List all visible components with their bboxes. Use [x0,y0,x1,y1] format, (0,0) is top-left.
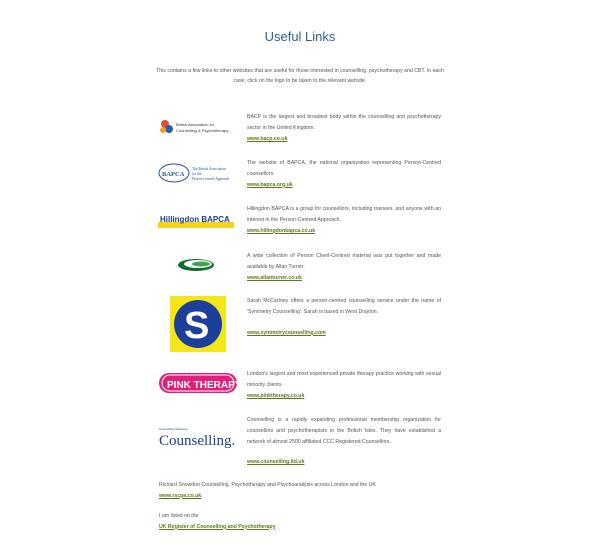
allanturner-link[interactable]: www.allanturner.co.uk [247,274,302,281]
bacp-description: BACP is the largest and broadest body within the counselling and psychotherapy sector in the United Kingdom. [247,114,441,131]
rscpa-text: Richard Snowdon Counselling, Psychotherapy and Psychoanalysis across London and the UK [159,482,376,488]
svg-text:Person-Centred Approach: Person-Centred Approach [192,177,230,181]
svg-text:Counselling & Psychotherapy: Counselling & Psychotherapy [176,128,229,133]
svg-text:S: S [184,305,210,347]
pinktherapy-description: London's largest and most experienced private therapy practice working with sexual minority clients. [247,371,441,388]
allanturner-logo[interactable] [176,255,216,275]
allanturner-description: A wide collection of Person Client-Centred material was put together and made available by Allan Turner. [247,253,441,270]
svg-text:PINK THERAPY: PINK THERAPY [167,380,237,391]
intro-text: This contains a few links to other websites that are useful for those interested in counselling, psychotherapy and CBT. In each case, click on the logo to be taken to the relevant website. [156,68,444,84]
bacp-logo[interactable] [158,117,240,137]
hillingdon-description: Hillingdon BAPCA is a group for counsellors, including trainees, and anyone with an interest in the Person-Centred Approach. [247,206,441,223]
pinktherapy-logo[interactable] [159,372,237,394]
symmetry-link[interactable]: www.symmetrycounselling.com [247,329,326,336]
svg-text:British Association for: British Association for [176,122,215,127]
rscpa-link[interactable]: www.rscpa.co.uk [159,492,202,499]
hillingdon-bapca-logo[interactable] [158,210,234,228]
symmetry-description: Sarah McCartney offers a person-centred counselling service under the name of 'Symmetry Counselling'. Sarah is based in West Drayton. [247,298,441,315]
counselling-logo[interactable] [159,425,239,449]
counselling-description: Counselling is a rapidly expanding professional membership organization for counsellors and psychotherapists in the British Isles. They have established a network of almost 2500 affiliated CCC Registered Counsellors. [247,417,441,445]
svg-text:The British Association: The British Association [192,167,226,171]
pinktherapy-link[interactable]: www.pinktherapy.co.uk [247,392,305,399]
bacp-link[interactable]: www.bacp.co.uk [247,135,288,142]
page-title: Useful Links [264,29,336,44]
svg-text:Counselling Directory: Counselling Directory [159,427,188,431]
bapca-link[interactable]: www.bapca.org.uk [247,181,293,188]
bapca-logo[interactable] [158,162,238,184]
bapca-description: The website of BAPCA, the national organization representing Person-Centred counsellors. [247,160,441,177]
symmetry-logo[interactable] [170,296,226,352]
counselling-link[interactable]: www.counselling.ltd.uk [247,459,305,466]
hillingdon-link[interactable]: www.hillingdonbapca.co.uk [247,227,316,234]
uk-register-link[interactable]: UK Register of Counselling and Psychotherapy [159,523,276,530]
svg-text:for the: for the [192,172,202,176]
svg-text:Counselling.: Counselling. [159,433,236,449]
svg-text:BAPCA: BAPCA [162,171,185,178]
listed-text: I am listed on the [159,513,199,519]
svg-text:Hillingdon BAPCA: Hillingdon BAPCA [160,215,230,224]
